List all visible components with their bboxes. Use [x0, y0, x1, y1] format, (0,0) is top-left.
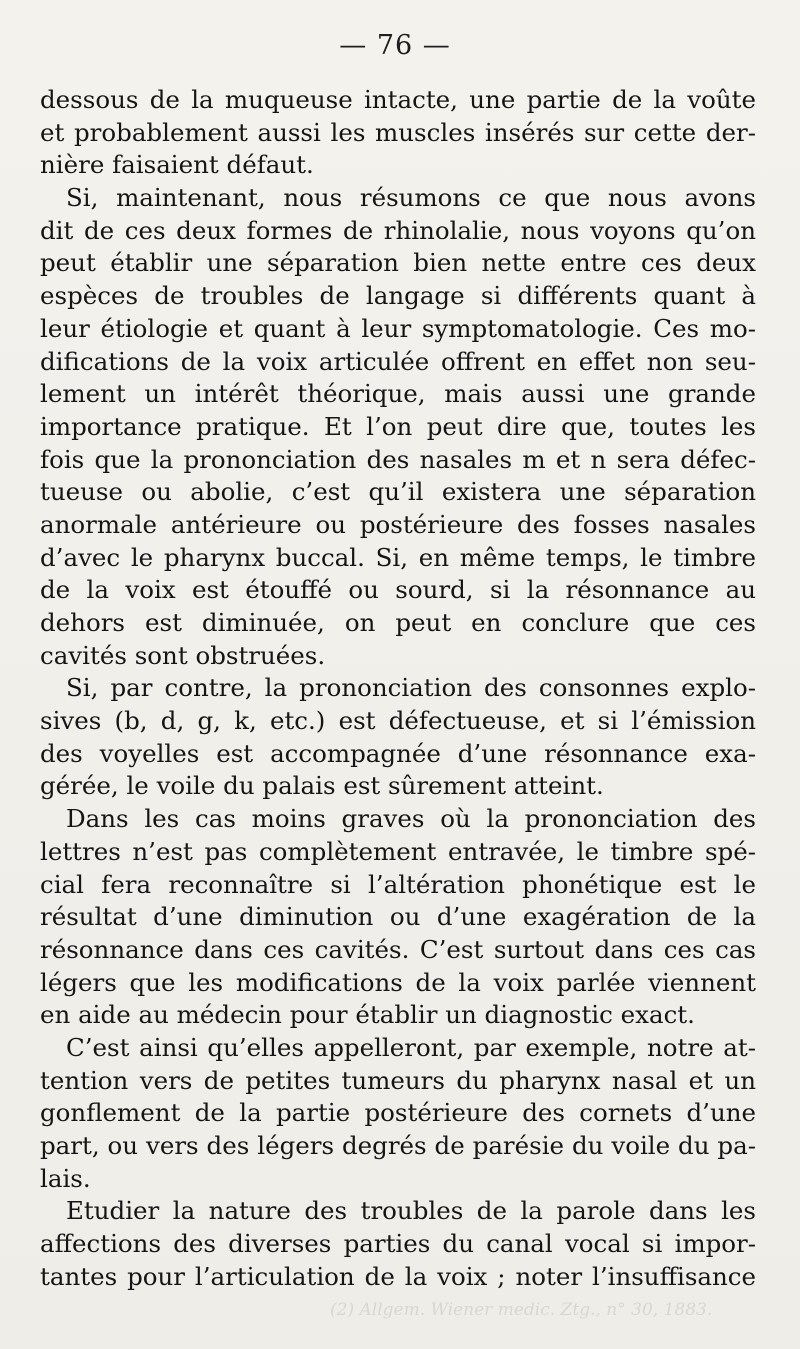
- text-line: gérée, le voile du palais est sûrement atteint.: [40, 771, 604, 801]
- text-line: dit de ces deux formes de rhinolalie, nous voyons qu’on: [40, 215, 756, 245]
- text-line: et probablement aussi les muscles insérés sur cette der-: [40, 117, 756, 147]
- text-line: Dans les cas moins graves où la prononciation des: [66, 804, 756, 834]
- text-line: légers que les modifications de la voix parlée viennent: [40, 967, 756, 997]
- text-line: anormale antérieure ou postérieure des fosses nasales: [40, 509, 756, 539]
- text-line: en aide au médecin pour établir un diagnostic exact.: [40, 1000, 695, 1030]
- text-line: tantes pour l’articulation de la voix ; noter l’insuffisance: [40, 1261, 756, 1291]
- paragraph: [40, 1032, 756, 1195]
- text-line: d’avec le pharynx buccal. Si, en même temps, le timbre: [40, 542, 756, 572]
- text-line: des voyelles est accompagnée d’une résonnance exa-: [40, 738, 756, 768]
- text-line: C’est ainsi qu’elles appelleront, par exemple, notre at-: [66, 1032, 756, 1062]
- text-line: difications de la voix articulée offrent en effet non seu-: [40, 346, 756, 376]
- text-line: gonflement de la partie postérieure des cornets d’une: [40, 1098, 756, 1128]
- text-line: dessous de la muqueuse intacte, une partie de la voûte: [40, 85, 756, 114]
- text-line: de la voix est étouffé ou sourd, si la résonnance au: [40, 575, 756, 605]
- text-line: lement un intérêt théorique, mais aussi une grande: [40, 379, 756, 409]
- text-line: part, ou vers des légers degrés de parésie du voile du pa-: [40, 1131, 756, 1160]
- text-line: sives (b, d, g, k, etc.) est défectueuse, et si l’émission: [40, 706, 756, 736]
- text-line: Si, maintenant, nous résumons ce que nous avons: [66, 183, 756, 213]
- body-text: [40, 84, 756, 1293]
- paragraph: [40, 84, 756, 182]
- paragraph: [40, 672, 756, 803]
- text-line: cavités sont obstruées.: [40, 640, 326, 670]
- text-line: lais.: [40, 1163, 91, 1193]
- text-line: résonnance dans ces cavités. C’est surtout dans ces cas: [40, 934, 756, 964]
- text-line: Etudier la nature des troubles de la parole dans les: [66, 1196, 756, 1226]
- text-line: peut établir une séparation bien nette entre ces deux: [40, 248, 756, 278]
- paragraph: [40, 182, 756, 672]
- text-line: fois que la prononciation des nasales m et n sera défec-: [40, 444, 756, 474]
- text-line: tention vers de petites tumeurs du pharynx nasal et un: [40, 1065, 756, 1095]
- text-line: Si, par contre, la prononciation des consonnes explo-: [66, 673, 756, 703]
- page-number: — 76 —: [339, 30, 451, 61]
- text-line: cial fera reconnaître si l’altération phonétique est le: [40, 869, 756, 899]
- text-line: résultat d’une diminution ou d’une exagération de la: [40, 902, 756, 932]
- show-through-text: (2) Allgem. Wiener medic. Ztg., n° 30, 1883.: [330, 1300, 713, 1320]
- text-line: nière faisaient défaut.: [40, 150, 314, 180]
- paragraph: [40, 1195, 756, 1293]
- text-line: dehors est diminuée, on peut en conclure que ces: [40, 608, 756, 637]
- text-line: affections des diverses parties du canal vocal si impor-: [40, 1229, 756, 1259]
- paragraph: [40, 803, 756, 1032]
- text-line: tueuse ou abolie, c’est qu’il existera une séparation: [40, 477, 756, 507]
- text-line: leur étiologie et quant à leur symptomatologie. Ces mo-: [40, 313, 756, 343]
- text-line: espèces de troubles de langage si différents quant à: [40, 281, 756, 311]
- text-line: lettres n’est pas complètement entravée, le timbre spé-: [40, 836, 756, 866]
- text-line: importance pratique. Et l’on peut dire que, toutes les: [40, 411, 756, 441]
